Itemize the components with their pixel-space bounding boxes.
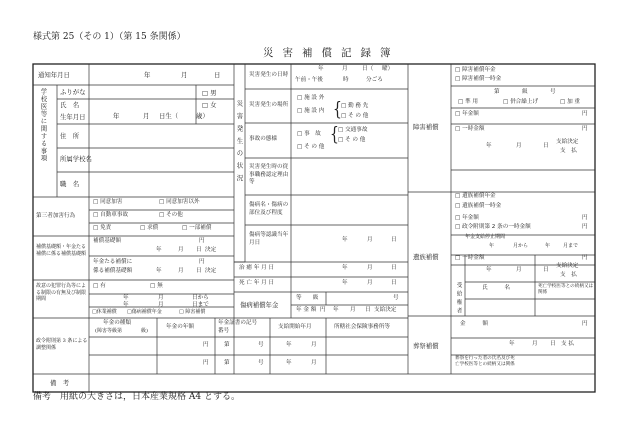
footer-note: 備考 用紙の大きさは，日本産業規格 A4 とする。 [33, 392, 240, 402]
type-other2-checkbox[interactable]: □ そ の 他 [338, 137, 366, 143]
third-party-opt5[interactable]: □ 免責 [93, 225, 112, 231]
place-other-checkbox[interactable]: □ そ の 他 [341, 113, 369, 119]
gender-female-checkbox[interactable]: □ 女 [202, 101, 217, 109]
survivor-decree-checkbox[interactable]: □ 政令附則第 2 条の一時金額 [455, 224, 531, 230]
disability-annual-checkbox[interactable]: □ 年金額 [455, 111, 479, 117]
third-party-opt2[interactable]: □ 同意加害以外 [159, 199, 200, 205]
disability-oncesum-checkbox[interactable]: □ 一時金額 [455, 126, 485, 132]
crime-no-checkbox[interactable]: □ 無 [150, 283, 163, 289]
place-brace: { [333, 99, 342, 121]
place-outside-checkbox[interactable]: □ 施 設 外 [297, 95, 325, 101]
funeral-label: 葬祭補償 [413, 342, 439, 350]
place-inside-checkbox[interactable]: □ 施 設 内 [297, 108, 325, 114]
type-brace: { [330, 124, 339, 146]
page-title: 災害補償記録簿 [263, 47, 400, 59]
survivor-oncesum-checkbox[interactable]: □ 一時金額 [455, 255, 485, 261]
base-amount-label: 補償基礎額・年金たる補償に係る補償基礎額 [36, 244, 87, 257]
type-traffic-checkbox[interactable]: □ 交通事故 [338, 127, 368, 133]
form-number: 様式第 25（その 1）（第 15 条関係） [33, 32, 186, 42]
survivor-pension-checkbox[interactable]: □ 遺族補償年金 [455, 193, 496, 199]
student-info-label: 学校医等に関する事項 [39, 88, 48, 162]
crime-yes-checkbox[interactable]: □ 有 [93, 283, 106, 289]
type-accident-checkbox[interactable]: □ 事 故 [297, 131, 321, 137]
crime-opt2[interactable]: □傷病補償年金 [127, 309, 162, 315]
third-party-opt4[interactable]: □ その他 [159, 212, 183, 218]
survivor-annual-checkbox[interactable]: □ 年金額 [455, 215, 479, 221]
crime-opt3[interactable]: □ 障害補償 [179, 309, 206, 315]
crime-opt1[interactable]: □休業補償 [92, 309, 117, 315]
disability-lumpsum-checkbox[interactable]: □ 障害補償一時金 [455, 76, 502, 82]
crime-label: 故意の犯罪行為等による制限の有無及び制限期間 [36, 283, 87, 302]
notify-date-label: 通知年月日 [38, 71, 70, 79]
disability-merge-checkbox[interactable]: □ 併合繰上げ [503, 99, 539, 105]
sick-pension-label: 傷病補償年金 [240, 301, 279, 309]
survivor-lumpsum-checkbox[interactable]: □ 遺族補償一時金 [455, 203, 502, 209]
third-party-opt6[interactable]: □ 求償 [140, 225, 159, 231]
disability-apply-checkbox[interactable]: □ 準 用 [458, 99, 479, 105]
gender-male-checkbox[interactable]: □ 男 [202, 89, 217, 97]
survivor-label: 遺族補償 [413, 253, 439, 261]
disability-pension-checkbox[interactable]: □ 障害補償年金 [455, 67, 496, 73]
third-party-opt3[interactable]: □ 自動車事故 [93, 212, 129, 218]
recipients-label: 受給権者 [455, 282, 462, 317]
third-party-opt7[interactable]: □ 一部補償 [182, 225, 212, 231]
remarks-label: 備 考 [50, 379, 70, 387]
place-work-checkbox[interactable]: □ 勤 務 先 [341, 103, 369, 109]
third-party-label: 第三者加害行為 [36, 213, 76, 219]
disability-aggravate-checkbox[interactable]: □ 加 重 [560, 99, 581, 105]
third-party-opt1[interactable]: □ 同意加害 [93, 199, 123, 205]
incident-section-label: 災害発生の状況 [235, 100, 244, 187]
type-other-checkbox[interactable]: □ そ の 他 [297, 144, 325, 150]
adjust-label: 政令附則第 3 条による調整関係 [36, 338, 88, 351]
disability-label: 障害補償 [413, 123, 439, 131]
